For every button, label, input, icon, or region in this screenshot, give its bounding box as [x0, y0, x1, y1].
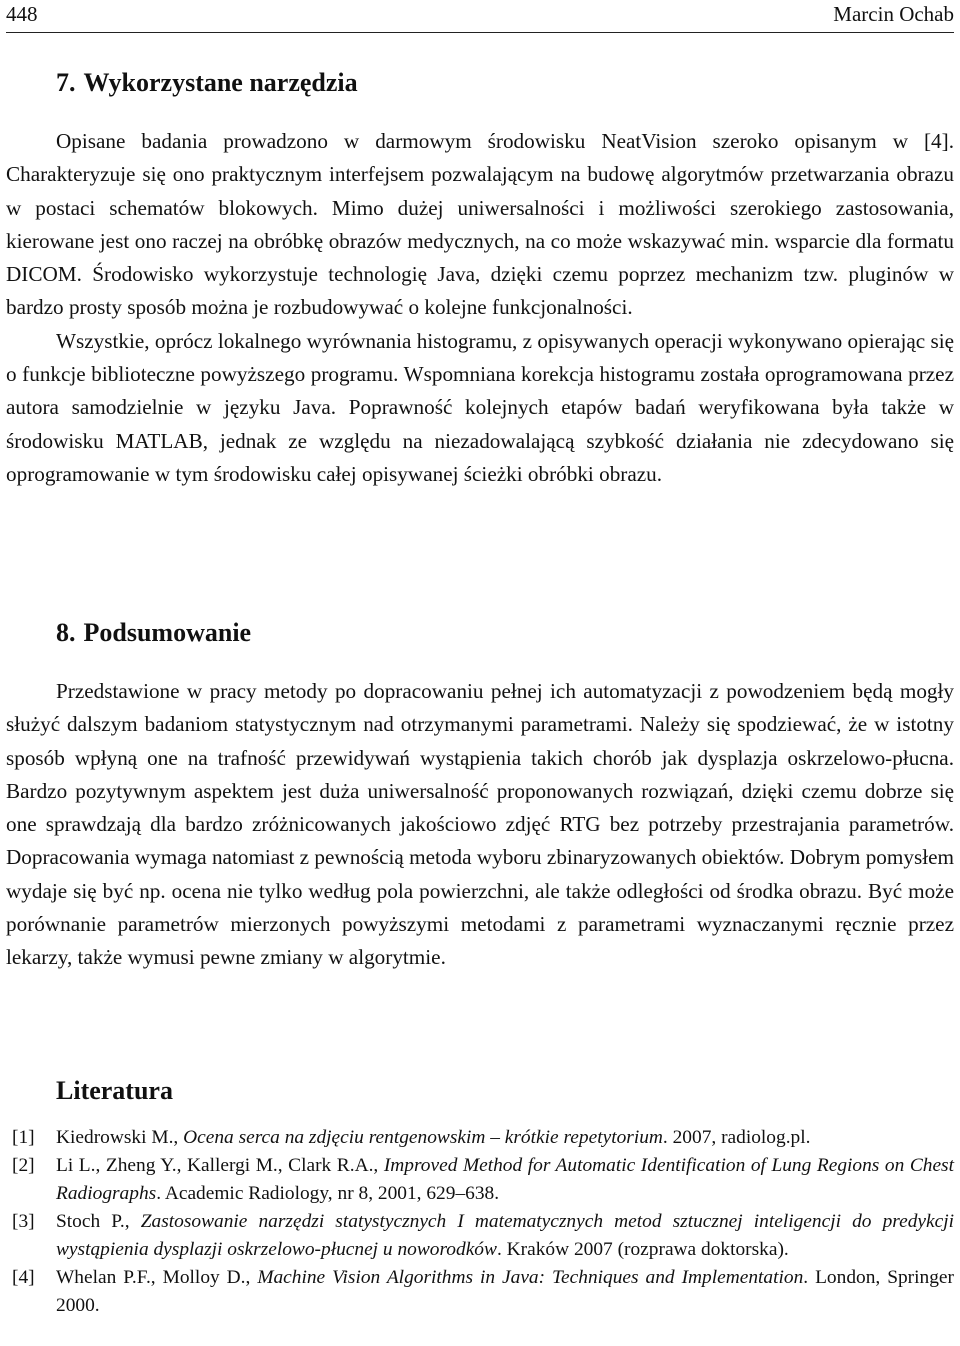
literature-heading: Literatura [56, 1076, 173, 1105]
running-header [6, 0, 954, 33]
reference-title: Zastosowanie narzędzi statystycznych I matematycznych metod sztucznej inteligencji do predykcji wystąpienia dysplazji oskrzelowo-płucnej u noworodków [56, 1211, 954, 1260]
section-7-number: 7. [56, 68, 76, 97]
reference-authors: Whelan P.F., Molloy D., [56, 1267, 258, 1288]
reference-label: [4] [12, 1267, 35, 1288]
reference-title: Machine Vision Algorithms in Java: Techniques and Implementation [257, 1267, 804, 1288]
reference-label: [3] [12, 1211, 35, 1232]
reference-label: [1] [12, 1127, 35, 1148]
section-7-body [6, 125, 954, 491]
reference-label: [2] [12, 1155, 35, 1176]
reference-authors: Kiedrowski M., [56, 1127, 184, 1148]
reference-item [6, 1124, 954, 1152]
reference-title: Improved Method for Automatic Identification of Lung Regions on Chest Radiographs [56, 1155, 954, 1204]
reference-item [6, 1152, 954, 1208]
section-7-title: Wykorzystane narzędzia [83, 68, 358, 97]
reference-authors: Stoch P., [56, 1211, 141, 1232]
section-8-title: Podsumowanie [83, 618, 252, 647]
section-8-number: 8. [56, 618, 76, 647]
reference-list [6, 1124, 954, 1320]
section-8-body [6, 675, 954, 975]
section-8-paragraph-1: Przedstawione w pracy metody po dopracowaniu pełnej ich automatyzacji z powodzeniem będą mogły służyć dalszym badaniom statystycznym nad otrzymanymi parametrami. Należy się spodziewać, że w istotny sposób wpłyną one na trafność przewidywań wystąpienia takich chorób jak dysplazja oskrzelowo-płucna. Bardzo pozytywnym aspektem jest duża uniwersalność proponowanych rozwiązań, dzięki czemu dobrze się one sprawdzają dla bardzo zróżnicowanych jakościowo zdjęć RTG bez potrzeby przestrajania parametrów. Dopracowania wymaga natomiast z pewnością metoda wyboru zbinaryzowanych obiektów. Dobrym pomysłem wydaje się być np. ocena nie tylko według pola powierzchni, ale także odległości od środka obrazu. Być może porównanie parametrów mierzonych powyższymi metodami z parametrami wyznaczanymi ręcznie przez lekarzy, także wymusi pewne zmiany w algorytmie. [6, 679, 954, 970]
section-7-paragraph-2: Wszystkie, oprócz lokalnego wyrównania histogramu, z opisywanych operacji wykonywano opierając się o funkcje biblioteczne powyższego programu. Wspomniana korekcja histogramu została oprogramowana przez autora samodzielnie w języku Java. Poprawność kolejnych etapów badań weryfikowana była także w środowisku MATLAB, jednak ze względu na niezadowalającą szybkość działania nie zdecydowano się oprogramowanie w tym środowisku całej opisywanej ścieżki obróbki obrazu. [6, 328, 954, 486]
reference-details: . 2007, radiolog.pl. [662, 1127, 811, 1148]
reference-title: Ocena serca na zdjęciu rentgenowskim – krótkie repetytorium [183, 1127, 663, 1148]
reference-details: . Kraków 2007 (rozprawa doktorska). [496, 1239, 789, 1260]
section-8-heading [56, 618, 251, 648]
reference-item [6, 1208, 954, 1264]
page-number: 448 [6, 2, 38, 26]
reference-item [6, 1264, 954, 1320]
reference-details: . Academic Radiology, nr 8, 2001, 629–638. [156, 1183, 500, 1204]
running-author: Marcin Ochab [833, 2, 954, 26]
section-7-paragraph-1: Opisane badania prowadzono w darmowym środowisku NeatVision szeroko opisanym w [4]. Charakteryzuje się ono praktycznym interfejsem pozwalającym na budowę algorytmów przetwarzania obrazu w postaci schematów blokowych. Mimo dużej uniwersalności i możliwości szerokiego zastosowania, kierowane jest ono raczej na obróbkę obrazów medycznych, na co może wskazywać min. wsparcie dla formatu DICOM. Środowisko wykorzystuje technologię Java, dzięki czemu poprzez mechanizm tzw. pluginów w bardzo prosty sposób można je rozbudowywać o kolejne funkcjonalności. [6, 129, 954, 320]
section-7-heading [56, 68, 358, 98]
reference-details: . London, Springer 2000. [56, 1267, 954, 1316]
reference-authors: Li L., Zheng Y., Kallergi M., Clark R.A., [56, 1155, 384, 1176]
